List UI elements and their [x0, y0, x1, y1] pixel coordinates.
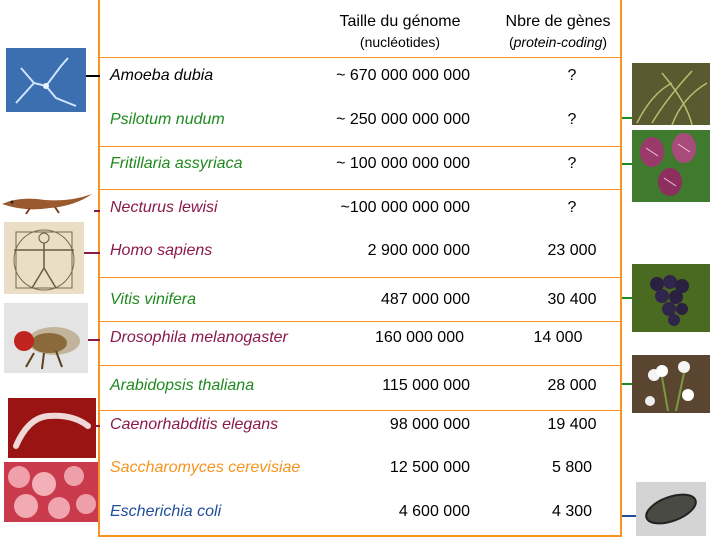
- species-name: Fritillaria assyriaca: [110, 155, 243, 172]
- vitruvian-image: [4, 222, 84, 294]
- row-separator: [100, 57, 620, 58]
- gene-count-header: [488, 12, 628, 52]
- gene-count: 19 400: [547, 416, 597, 433]
- genome-size: ~100 000 000 000: [340, 199, 470, 216]
- gene-count: 30 400: [547, 291, 597, 308]
- gene-count-subtitle-italic: protein-coding: [513, 34, 603, 50]
- worm-connector: [96, 425, 100, 427]
- ecoli-image: [636, 482, 706, 536]
- amoeba-image: [6, 48, 86, 112]
- species-name: Drosophila melanogaster: [110, 329, 288, 346]
- row-separator: [100, 146, 620, 147]
- gene-count-subtitle: [488, 32, 628, 52]
- yeast-icon: [4, 462, 98, 522]
- genome-size: 12 500 000: [389, 459, 470, 476]
- worm-image: [8, 398, 96, 458]
- row-separator: [100, 321, 620, 322]
- grapes-connector: [622, 297, 632, 299]
- species-name: Escherichia coli: [110, 503, 222, 520]
- psilotum-connector: [622, 117, 632, 119]
- gene-count-subtitle-close: ): [602, 34, 608, 50]
- species-name: Vitis vinifera: [110, 291, 196, 308]
- nematode-icon: [8, 398, 96, 458]
- gene-count: ?: [567, 199, 577, 216]
- genome-size: ~ 670 000 000 000: [336, 67, 470, 84]
- fly-connector: [88, 339, 100, 341]
- vitruvian-man-icon: [4, 222, 84, 294]
- fritillaria-connector: [622, 163, 632, 165]
- gene-count: 23 000: [547, 242, 597, 259]
- gene-count: 5 800: [551, 459, 593, 476]
- species-name: Saccharomyces cerevisiae: [110, 459, 301, 476]
- e-coli-icon: [636, 482, 706, 536]
- genome-size: 4 600 000: [398, 503, 470, 520]
- grapes-image: [632, 264, 710, 332]
- gene-count-title: Nbre de gènes: [505, 13, 611, 30]
- species-name: Arabidopsis thaliana: [110, 377, 255, 394]
- arabidopsis-connector: [622, 383, 632, 385]
- ecoli-connector: [622, 515, 636, 517]
- genome-size: 160 000 000: [375, 329, 464, 346]
- genome-size: 487 000 000: [381, 291, 470, 308]
- genome-size: 2 900 000 000: [367, 242, 470, 259]
- amoeba-connector: [86, 75, 100, 77]
- row-separator: [100, 189, 620, 190]
- genome-size: 98 000 000: [389, 416, 470, 433]
- species-name: Caenorhabditis elegans: [110, 416, 279, 433]
- gene-count-subtitle-open: (: [508, 34, 514, 50]
- row-separator: [100, 277, 620, 278]
- gene-count: 14 000: [533, 329, 583, 346]
- gene-count: ?: [567, 67, 577, 84]
- gene-count: ?: [567, 111, 577, 128]
- row-separator: [100, 410, 620, 411]
- species-name: Necturus lewisi: [110, 199, 218, 216]
- genome-size: 115 000 000: [382, 377, 470, 394]
- row-separator: [100, 365, 620, 366]
- gene-count: 28 000: [547, 377, 597, 394]
- species-name: Homo sapiens: [110, 242, 213, 259]
- psilotum-plant-icon: [632, 63, 710, 125]
- genome-size: ~ 250 000 000 000: [336, 111, 470, 128]
- salamander-image: [0, 186, 94, 216]
- genome-size-header: [320, 12, 480, 52]
- yeast-image: [4, 462, 98, 522]
- salamander-connector: [94, 210, 100, 212]
- fritillaria-image: [632, 130, 710, 202]
- arabidopsis-flower-icon: [632, 355, 710, 413]
- genome-size-title: Taille du génome: [339, 13, 461, 30]
- yeast-connector: [98, 485, 100, 487]
- species-name: Amoeba dubia: [110, 67, 214, 84]
- fruit-fly-icon: [4, 303, 88, 373]
- gene-count: ?: [567, 155, 577, 172]
- species-name: Psilotum nudum: [110, 111, 225, 128]
- psilotum-image: [632, 63, 710, 125]
- salamander-photo-icon: [0, 186, 94, 216]
- fritillaria-flower-icon: [632, 130, 710, 202]
- arabidopsis-image: [632, 355, 710, 413]
- genome-size-subtitle: (nucléotides): [359, 34, 441, 50]
- fly-image: [4, 303, 88, 373]
- gene-count: 4 300: [551, 503, 593, 520]
- genome-size: ~ 100 000 000 000: [336, 155, 470, 172]
- grape-cluster-icon: [632, 264, 710, 332]
- vitruvian-connector: [84, 252, 100, 254]
- amoeba-micrograph-icon: [6, 48, 86, 112]
